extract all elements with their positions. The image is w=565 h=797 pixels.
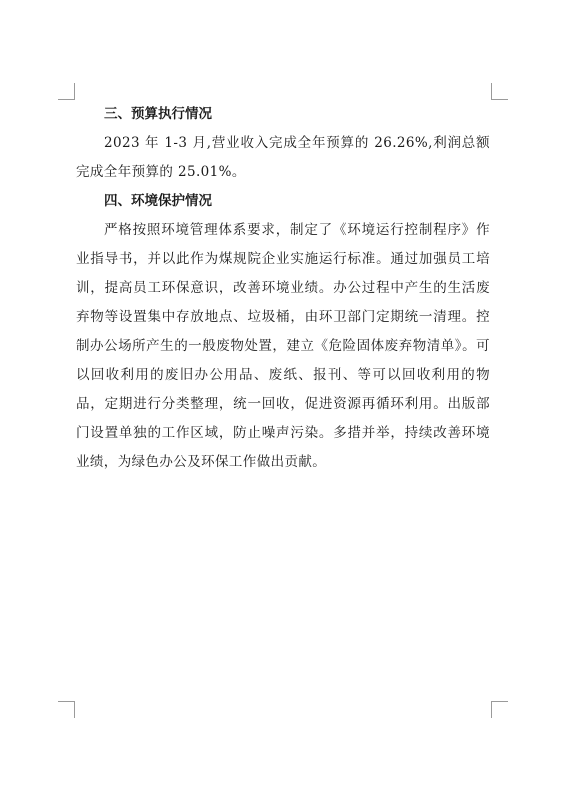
section-heading-environment: 四、环境保护情况 — [104, 193, 212, 209]
corner-mark-top-left — [58, 83, 75, 100]
corner-mark-bottom-left — [58, 701, 75, 718]
document-body — [76, 100, 490, 477]
section-paragraph-environment: 严格按照环境管理体系要求，制定了《环境运行控制程序》作业指导书，并以此作为煤规院企业实施运行标准。通过加强员工培训，提高员工环保意识，改善环境业绩。办公过程中产生的生活废弃物等设置集中存放地点、垃圾桶，由环卫部门定期统一清理。控制办公场所产生的一般废物处置，建立《危险固体废弃物清单》。可以回收利用的废旧办公用品、废纸、报刊、等可以回收利用的物品，定期进行分类整理，统一回收，促进资源再循环利用。出版部门设置单独的工作区域，防止噪声污染。多措并举，持续改善环境业绩，为绿色办公及环保工作做出贡献。 — [76, 222, 490, 470]
corner-mark-top-right — [491, 83, 508, 100]
section-heading-budget: 三、预算执行情况 — [104, 106, 212, 122]
corner-mark-bottom-right — [491, 701, 508, 718]
section-paragraph-budget: 2023 年 1-3 月,营业收入完成全年预算的 26.26%,利润总额完成全年预算的 25.01%。 — [76, 135, 490, 180]
